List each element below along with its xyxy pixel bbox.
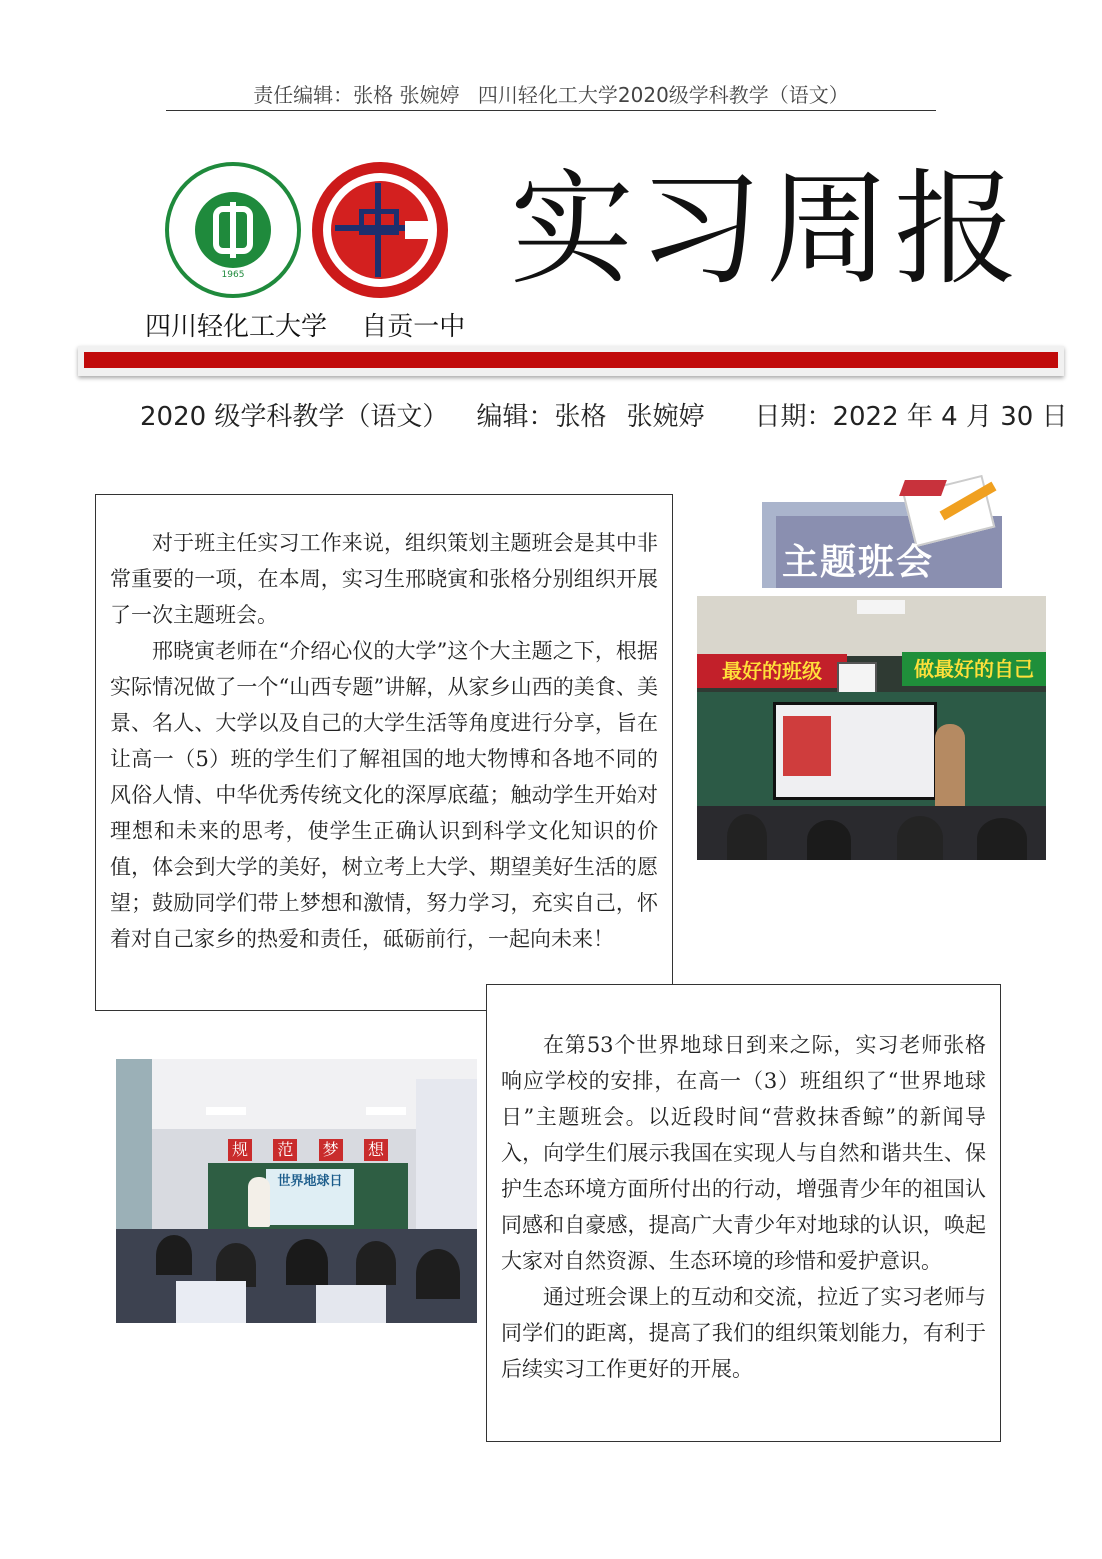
header-editors: 责任编辑：张格 张婉婷 [253, 83, 460, 107]
university-emblem-icon [195, 192, 271, 268]
banner-char: 想 [364, 1139, 388, 1161]
badge-label: 主题班会 [782, 542, 935, 583]
meta-editor-2: 张婉婷 [626, 402, 705, 432]
theme-badge [762, 480, 1002, 588]
school-name-university: 四川轻化工大学 [145, 312, 328, 342]
article-paragraph: 对于班主任实习工作来说，组织策划主题班会是其中非常重要的一项，在本周，实习生邢晓寅和张格分别组织开展了一次主题班会。 [110, 531, 658, 627]
graduation-cap-icon [899, 480, 947, 496]
photo-1-slogan-left: 最好的班级 [697, 654, 847, 688]
school-emblem-icon [405, 221, 431, 239]
article-paragraph: 通过班会课上的互动和交流，拉近了实习老师与同学们的距离，提高了我们的组织策划能力，有利于后续实习工作更好的开展。 [501, 1285, 986, 1381]
banner-char: 范 [273, 1139, 297, 1161]
article-paragraph: 邢晓寅老师在“介绍心仪的大学”这个大主题之下，根据实际情况做了一个“山西专题”讲解，从家乡山西的美食、美景、名人、大学以及自己的大学生活等角度进行分享，旨在让高一（5）班的学生们了解祖国的地大物博和各地不同的风俗人情、中华优秀传统文化的深厚底蕴；触动学生开始对理想和未来的思考，使学生正确认识到科学文化知识的价值，体会到大学的美好，树立考上大学、期望美好生活的愿望；鼓励同学们带上梦想和激情，努力学习，充实自己，怀着对自己家乡的热爱和责任，砥砺前行，一起向未来！ [110, 639, 658, 951]
school-logo [312, 162, 448, 298]
masthead-title: 实习周报 [510, 158, 1023, 302]
banner-char: 梦 [319, 1139, 343, 1161]
article-class-meeting [95, 494, 673, 1011]
running-header [166, 80, 936, 111]
masthead-divider [78, 346, 1064, 376]
classroom-photo-1 [697, 596, 1046, 860]
school-names [145, 308, 465, 346]
meta-date: 日期：2022 年 4 月 30 日 [754, 402, 1068, 432]
issue-meta [140, 398, 1068, 436]
university-logo [165, 162, 301, 298]
banner-char: 规 [228, 1139, 252, 1161]
classroom-photo-2 [116, 1059, 477, 1323]
header-course: 四川轻化工大学2020级学科教学（语文） [477, 83, 849, 107]
article-paragraph: 在第53个世界地球日到来之际，实习老师张格响应学校的安排，在高一（3）班组织了“世界地球日”主题班会。以近段时间“营救抹香鲸”的新闻导入，向学生们展示我国在实现人与自然和谐共生、保护生态环境方面所付出的行动，增强青少年的祖国认同感和自豪感，提高广大青少年对地球的认识，唤起大家对自然资源、生态环境的珍惜和爱护意识。 [501, 1033, 986, 1273]
clock-icon [837, 662, 877, 694]
university-logo-year: 1965 [221, 270, 245, 280]
photo-2-screen: 世界地球日 [266, 1169, 354, 1225]
school-name-highschool: 自贡一中 [361, 312, 466, 342]
photo-2-banner [228, 1139, 388, 1161]
article-earth-day [486, 984, 1001, 1442]
photo-1-slogan-right: 做最好的自己 [902, 652, 1046, 686]
meta-editor: 编辑：张格 [476, 402, 607, 432]
meta-class: 2020 级学科教学（语文） [140, 402, 449, 432]
